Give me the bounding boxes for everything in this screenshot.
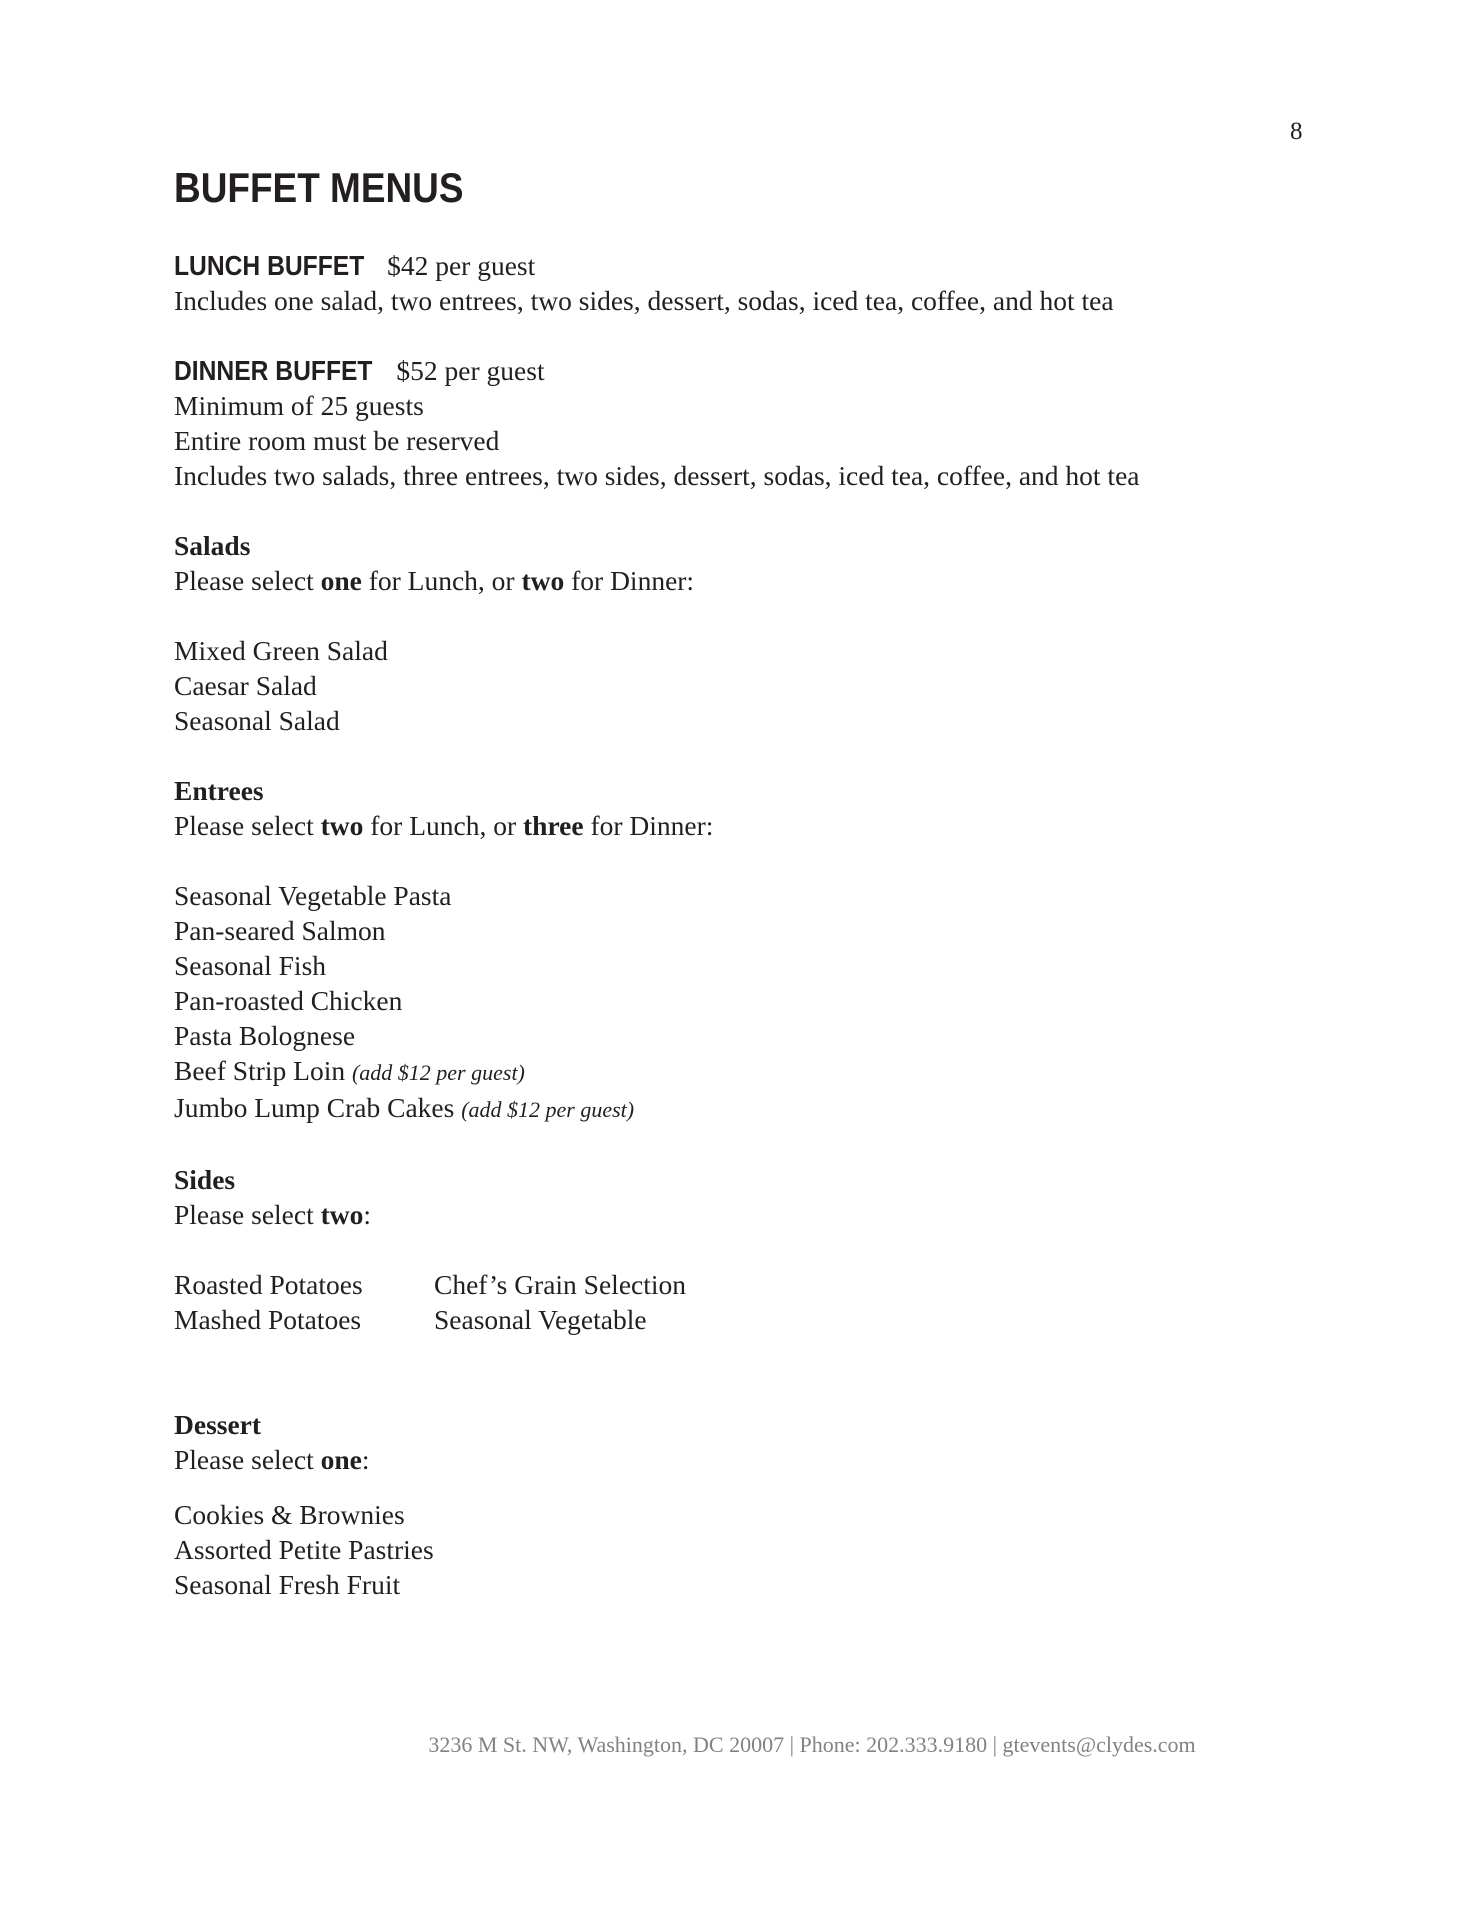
dinner-buffet-header <box>174 353 1324 388</box>
lunch-buffet-includes: Includes one salad, two entrees, two sides, dessert, sodas, iced tea, coffee, and hot tea <box>174 285 1114 316</box>
dessert-heading: Dessert <box>174 1409 262 1440</box>
side-item: Mashed Potatoes <box>174 1304 362 1335</box>
entree-item-premium: Beef Strip Loin (add $12 per guest) <box>174 1055 525 1086</box>
salad-item: Seasonal Salad <box>174 705 340 736</box>
dinner-buffet-detail: Includes two salads, three entrees, two sides, dessert, sodas, iced tea, coffee, and hot tea <box>174 460 1140 491</box>
salad-item: Caesar Salad <box>174 670 317 701</box>
entree-item: Pan-roasted Chicken <box>174 985 403 1016</box>
side-item: Roasted Potatoes <box>174 1269 363 1300</box>
footer-contact: 3236 M St. NW, Washington, DC 20007 | Phone: 202.333.9180 | gtevents@clydes.com <box>428 1732 1196 1757</box>
upcharge-note: (add $12 per guest) <box>351 1060 525 1085</box>
side-item: Chef’s Grain Selection <box>434 1269 687 1300</box>
dessert-instruction: Please select one: <box>174 1444 370 1475</box>
entree-item: Pasta Bolognese <box>174 1020 356 1051</box>
entree-item: Pan-seared Salmon <box>174 915 386 946</box>
salads-heading: Salads <box>174 530 251 561</box>
entree-item-premium: Jumbo Lump Crab Cakes (add $12 per guest) <box>174 1092 635 1123</box>
dessert-item: Assorted Petite Pastries <box>174 1534 434 1565</box>
side-item: Seasonal Vegetable <box>434 1304 647 1335</box>
page-number: 8 <box>1290 118 1303 145</box>
sides-heading: Sides <box>174 1164 236 1195</box>
lunch-buffet-label: LUNCH BUFFET <box>174 250 365 281</box>
dinner-buffet-label: DINNER BUFFET <box>174 355 373 386</box>
dinner-buffet-detail: Minimum of 25 guests <box>174 390 424 421</box>
dessert-item: Cookies & Brownies <box>174 1499 405 1530</box>
dinner-buffet-price: $52 per guest <box>396 355 545 386</box>
sides-instruction: Please select two: <box>174 1199 372 1230</box>
sides-list <box>174 1267 1324 1337</box>
menu-content <box>174 248 1324 1602</box>
salad-item: Mixed Green Salad <box>174 635 388 666</box>
entrees-instruction: Please select two for Lunch, or three for Dinner: <box>174 810 714 841</box>
dinner-buffet-detail: Entire room must be reserved <box>174 425 500 456</box>
page-title: BUFFET MENUS <box>174 164 464 211</box>
dessert-item: Seasonal Fresh Fruit <box>174 1569 401 1600</box>
entrees-heading: Entrees <box>174 775 264 806</box>
entree-item: Seasonal Vegetable Pasta <box>174 880 452 911</box>
lunch-buffet-price: $42 per guest <box>387 250 536 281</box>
upcharge-note: (add $12 per guest) <box>461 1097 635 1122</box>
salads-instruction: Please select one for Lunch, or two for Dinner: <box>174 565 695 596</box>
entree-item: Seasonal Fish <box>174 950 327 981</box>
lunch-buffet-header <box>174 248 1324 283</box>
